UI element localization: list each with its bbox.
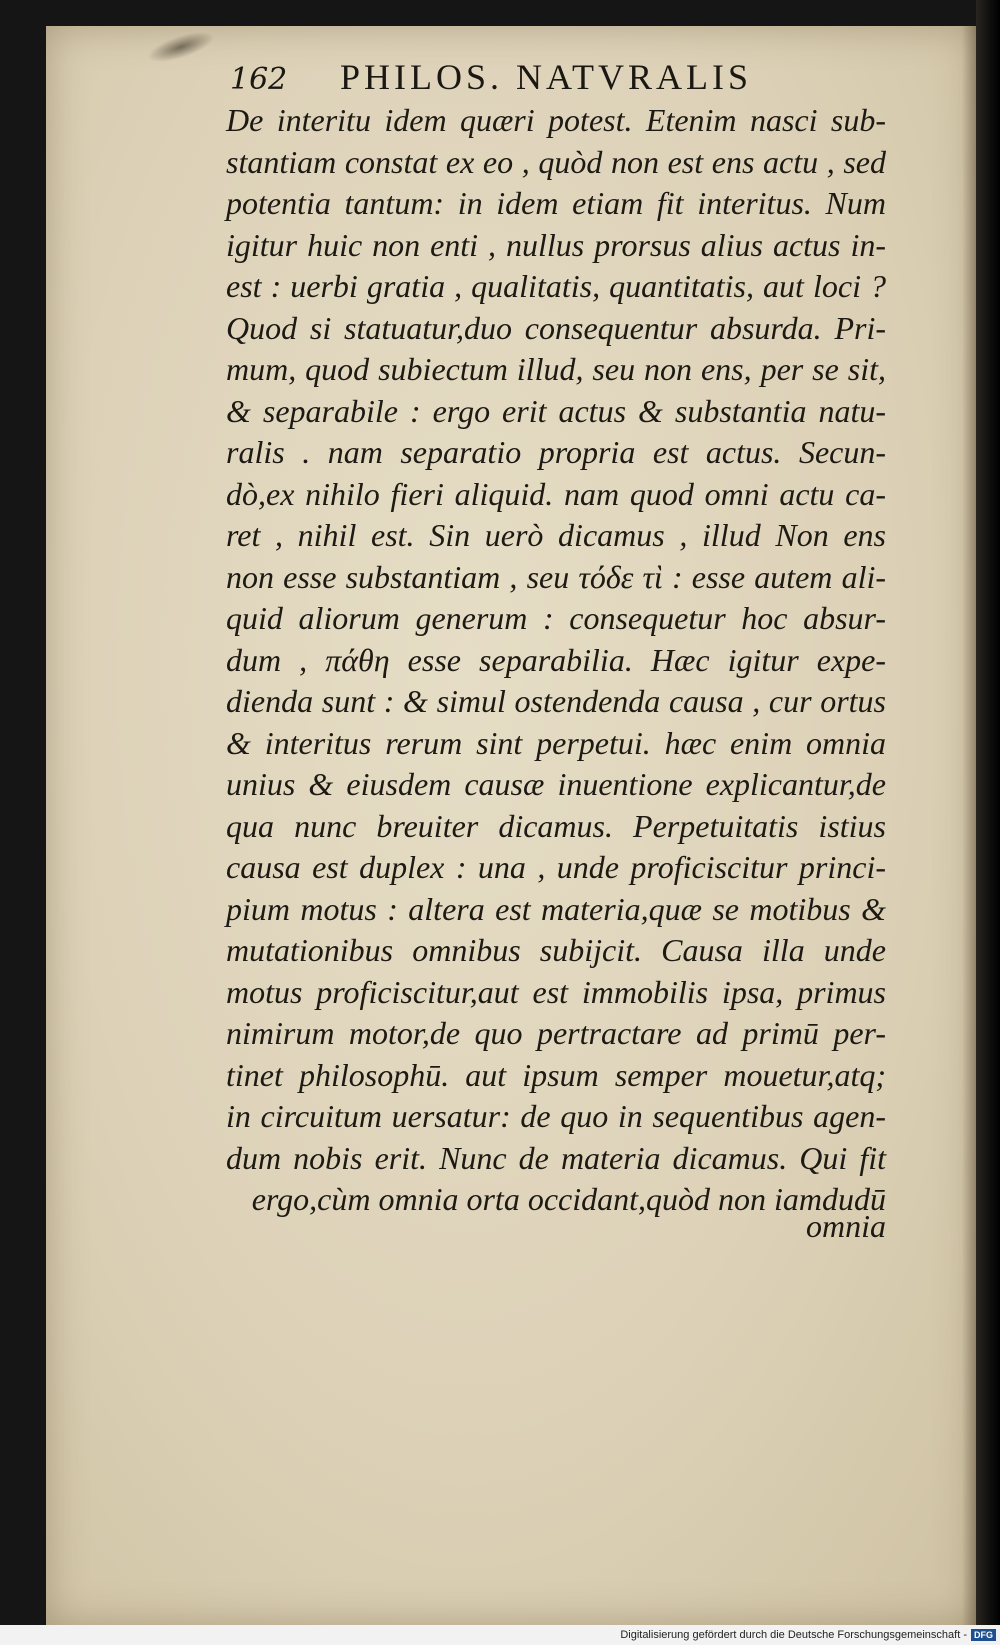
body-text	[226, 100, 886, 1221]
dfg-logo: DFG	[971, 1629, 996, 1641]
funding-notice: Digitalisierung gefördert durch die Deutsche Forschungsgemeinschaft -	[620, 1629, 967, 1641]
text-line: & separabile : ergo erit actus & substantia natu-	[226, 392, 886, 429]
text-line: pium motus : altera est materia,quæ se motibus &	[226, 890, 886, 927]
text-line: stantiam constat ex eo , quòd non est ens actu , sed	[226, 143, 886, 180]
text-line: causa est duplex : una , unde proficiscitur princi-	[226, 849, 886, 885]
footer-bar	[0, 1625, 1000, 1645]
text-line: nimirum motor,de quo pertractare ad primū per-	[226, 1015, 886, 1051]
page-number: 162	[230, 62, 288, 97]
text-line: qua nunc breuiter dicamus. Perpetuitatis istius	[226, 807, 886, 844]
text-line: non esse substantiam , seu τόδε τὶ : esse autem ali-	[226, 558, 886, 595]
page-edge-shadow	[962, 26, 976, 1626]
text-line: dum nobis erit. Nunc de materia dicamus. Qui fit	[226, 1139, 886, 1176]
running-head	[230, 56, 870, 100]
text-line: in circuitum uersatur: de quo in sequentibus agen-	[226, 1098, 886, 1134]
text-line: ret , nihil est. Sin uerò dicamus , illud Non ens	[226, 517, 886, 553]
text-line: tinet philosophū. aut ipsum semper mouetur,atq;	[226, 1056, 886, 1093]
running-title: PHILOS. NATVRALIS	[340, 57, 753, 97]
text-line: & interitus rerum sint perpetui. hæc enim omnia	[226, 724, 886, 761]
text-line: De interitu idem quæri potest. Etenim nasci sub-	[226, 102, 886, 138]
ink-smudge	[144, 26, 217, 69]
text-line: ralis . nam separatio propria est actus. Secun-	[226, 434, 886, 470]
text-line: mum, quod subiectum illud, seu non ens, per se sit,	[226, 351, 886, 387]
text-line: dienda sunt : & simul ostendenda causa , cur ortus	[226, 683, 886, 719]
text-line: potentia tantum: in idem etiam fit interitus. Num	[226, 185, 886, 221]
text-line: quid aliorum generum : consequetur hoc absur-	[226, 600, 886, 636]
book-edge	[976, 0, 1000, 1645]
text-line: dò,ex nihilo fieri aliquid. nam quod omni actu ca-	[226, 475, 886, 512]
catchword: omnia	[806, 1208, 886, 1244]
text-line: ergo,cùm omnia orta occidant,quòd non iamdudū	[251, 1181, 886, 1217]
text-line: Quod si statuatur,duo consequentur absurda. Pri-	[226, 309, 886, 346]
text-line: motus proficiscitur,aut est immobilis ipsa, primus	[226, 973, 886, 1010]
text-line: dum , πάθη esse separabilia. Hæc igitur expe-	[226, 641, 886, 678]
text-line: unius & eiusdem causæ inuentione explicantur,de	[226, 766, 886, 802]
text-line: igitur huic non enti , nullus prorsus alius actus in-	[226, 226, 886, 263]
text-line: mutationibus omnibus subijcit. Causa illa unde	[226, 932, 886, 968]
text-line: est : uerbi gratia , qualitatis, quantitatis, aut loci ?	[226, 268, 886, 304]
